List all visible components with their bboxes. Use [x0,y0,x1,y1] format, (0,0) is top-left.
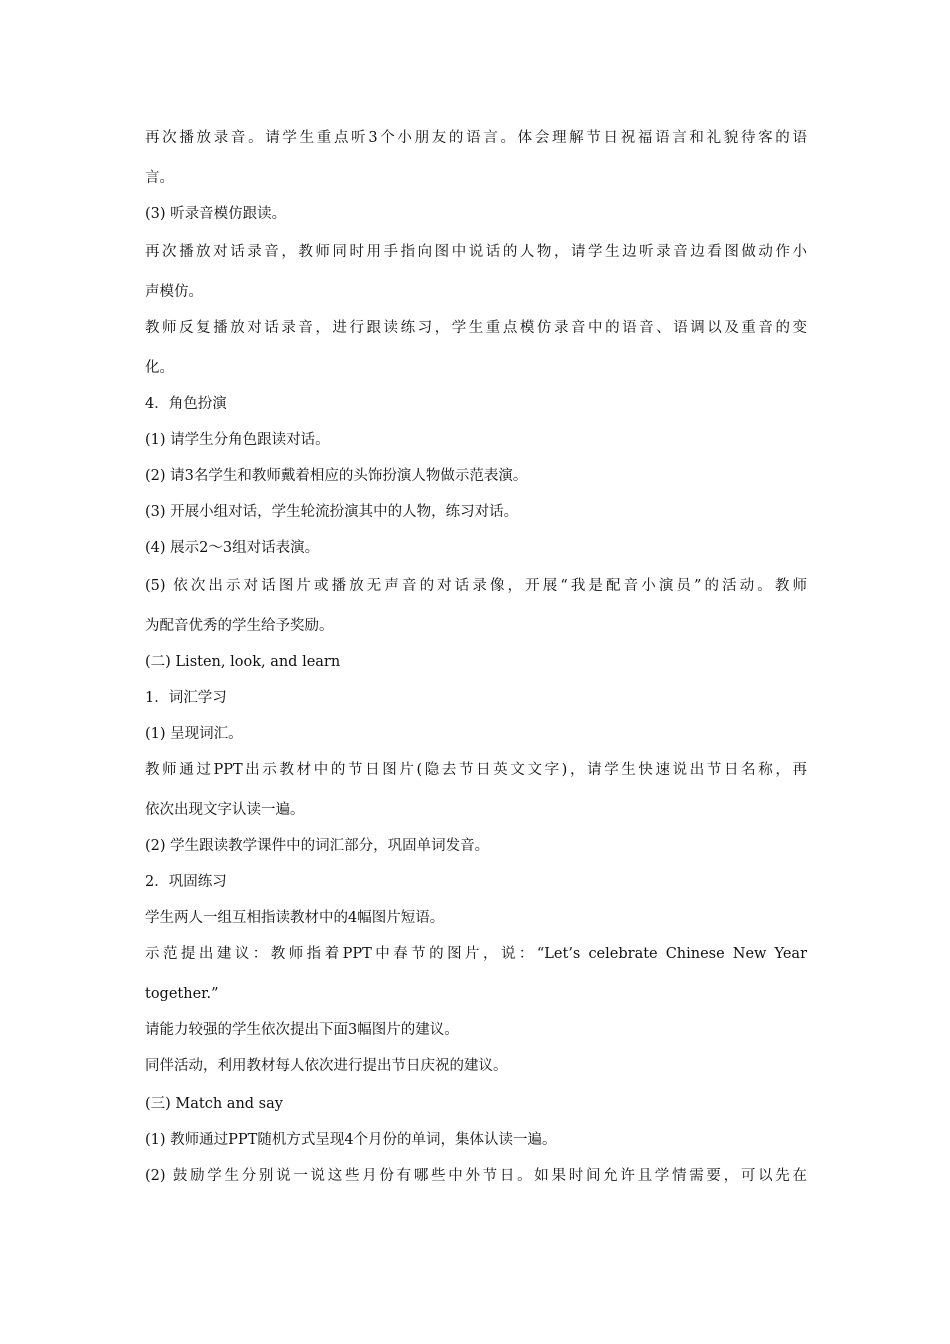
paragraph-line: 言。 [145,170,174,186]
paragraph-line: (3) 听录音模仿跟读。 [145,206,287,222]
paragraph-line: 再次播放对话录音，教师同时用手指向图中说话的人物，请学生边听录音边看图做动作小 [145,244,807,260]
list-item: (1) 请学生分角色跟读对话。 [145,432,330,448]
list-item: (2) 鼓励学生分别说一说这些月份有哪些中外节日。如果时间允许且学情需要，可以先在 [145,1168,807,1184]
section-heading: (二) Listen, look, and learn [145,654,341,670]
paragraph-line: 再次播放录音。请学生重点听3个小朋友的语言。体会理解节日祝福语言和礼貌待客的语 [145,130,807,146]
section-heading: 2．巩固练习 [145,874,227,890]
list-item: (4) 展示2～3组对话表演。 [145,540,320,556]
list-item: (1) 呈现词汇。 [145,726,243,742]
paragraph-line: 请能力较强的学生依次提出下面3幅图片的建议。 [145,1022,459,1038]
paragraph-line: 依次出现文字认读一遍。 [145,802,305,818]
paragraph-line: 声模仿。 [145,284,203,300]
paragraph-line: 示范提出建议：教师指着PPT中春节的图片，说：“Let’s celebrate Chinese New Year [145,946,807,962]
paragraph-line: together.” [145,986,219,1002]
list-item: (2) 学生跟读教学课件中的词汇部分，巩固单词发音。 [145,838,490,854]
paragraph-line: 学生两人一组互相指读教材中的4幅图片短语。 [145,910,445,926]
list-item: (2) 请3名学生和教师戴着相应的头饰扮演人物做示范表演。 [145,468,528,484]
list-item: (3) 开展小组对话，学生轮流扮演其中的人物，练习对话。 [145,504,519,520]
list-item: (1) 教师通过PPT随机方式呈现4个月份的单词，集体认读一遍。 [145,1132,557,1148]
paragraph-line: 教师通过PPT出示教材中的节日图片(隐去节日英文文字)，请学生快速说出节日名称，再 [145,762,807,778]
paragraph-line: 为配音优秀的学生给予奖励。 [145,618,334,634]
paragraph-line: 同伴活动，利用教材每人依次进行提出节日庆祝的建议。 [145,1058,508,1074]
section-heading: (三) Match and say [145,1096,283,1112]
paragraph-line: 化。 [145,360,174,376]
list-item: (5) 依次出示对话图片或播放无声音的对话录像，开展“我是配音小演员”的活动。教师 [145,578,807,594]
section-heading: 4．角色扮演 [145,396,227,412]
section-heading: 1．词汇学习 [145,690,227,706]
paragraph-line: 教师反复播放对话录音，进行跟读练习，学生重点模仿录音中的语音、语调以及重音的变 [145,320,807,336]
